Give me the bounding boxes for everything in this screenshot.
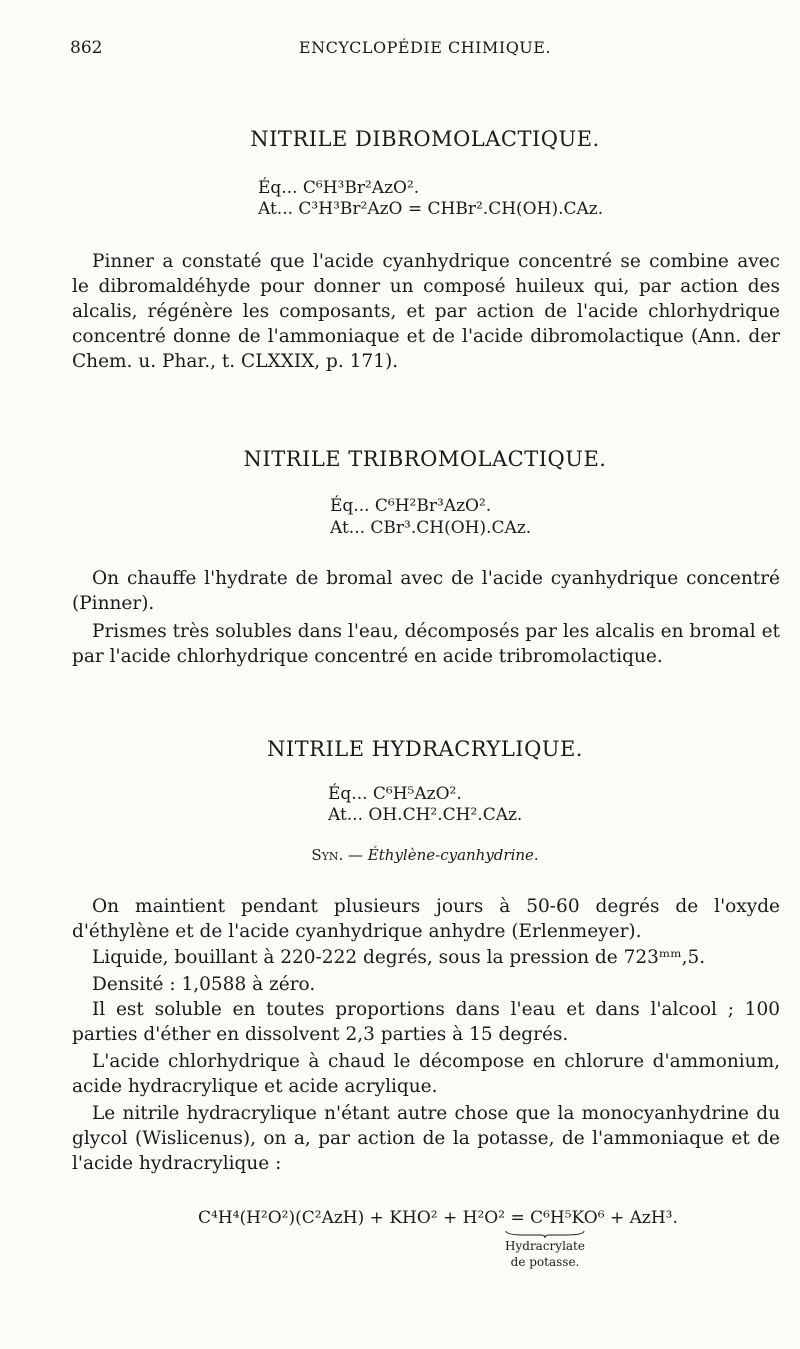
paragraph: Liquide, bouillant à 220-222 degrés, sous la pression de 723ᵐᵐ,5. (92, 947, 706, 968)
paragraph: Densité : 1,0588 à zéro. (92, 974, 316, 995)
equation-note-line: Hydracrylate (505, 1239, 585, 1253)
formula-eq: Éq... C⁶H³Br²AzO². (258, 178, 420, 198)
paragraph: L'acide chlorhydrique à chaud le décompose en chlorure d'ammonium, acide hydracrylique et acide acrylique. (72, 1051, 780, 1097)
page-number: 862 (70, 38, 103, 58)
formula-eq: Éq... C⁶H⁵AzO². (328, 784, 462, 804)
equation-note-line: de potasse. (510, 1255, 580, 1269)
synonym-label: Syn. (311, 846, 344, 864)
paragraph: Prismes très solubles dans l'eau, décomposés par les alcalis en bromal et par l'acide chlorhydrique concentré en acide tribromolactique. (72, 621, 780, 667)
underbrace (505, 1230, 585, 1238)
paragraph: Le nitrile hydracrylique n'étant autre chose que la monocyanhydrine du glycol (Wislicenus), on a, par action de la potasse, de l'ammoniaque et de l'acide hydracrylique : (72, 1103, 780, 1174)
section-title-dibromolactique: NITRILE DIBROMOLACTIQUE. (250, 127, 600, 151)
formula-at: At... C³H³Br²AzO = CHBr².CH(OH).CAz. (258, 199, 604, 219)
formula-eq: Éq... C⁶H²Br³AzO². (330, 496, 492, 516)
formula-at: At... OH.CH².CH².CAz. (328, 805, 523, 825)
formula-at: At... CBr³.CH(OH).CAz. (330, 518, 532, 538)
synonym-line (70, 846, 780, 864)
paragraph: Il est soluble en toutes proportions dans l'eau et dans l'alcool ; 100 parties d'éther en dissolvent 2,3 parties à 15 degrés. (72, 999, 780, 1045)
running-header (70, 38, 780, 62)
running-title: ENCYCLOPÉDIE CHIMIQUE. (298, 38, 552, 57)
paragraph: On maintient pendant plusieurs jours à 50-60 degrés de l'oxyde d'éthylène et de l'acide cyanhydrique anhydre (Erlenmeyer). (72, 896, 780, 942)
section-title-hydracrylique: NITRILE HYDRACRYLIQUE. (267, 737, 583, 761)
section-title-tribromolactique: NITRILE TRIBROMOLACTIQUE. (243, 447, 607, 471)
synonym-text: — Éthylène-cyanhydrine. (348, 846, 539, 864)
chemical-equation: C⁴H⁴(H²O²)(C²AzH) + KHO² + H²O² = C⁶H⁵KO⁶ + AzH³. (198, 1208, 678, 1228)
paragraph: On chauffe l'hydrate de bromal avec de l'acide cyanhydrique concentré (Pinner). (72, 568, 780, 614)
equation-note (490, 1238, 600, 1270)
paragraph: Pinner a constaté que l'acide cyanhydrique concentré se combine avec le dibromaldéhyde pour donner un composé huileux qui, par action des alcalis, régénère les composants, et par action de l'acide chlorhydrique concentré donne de l'ammoniaque et de l'acide dibromolactique (Ann. der Chem. u. Phar., t. CLXXIX, p. 171). (72, 251, 780, 372)
